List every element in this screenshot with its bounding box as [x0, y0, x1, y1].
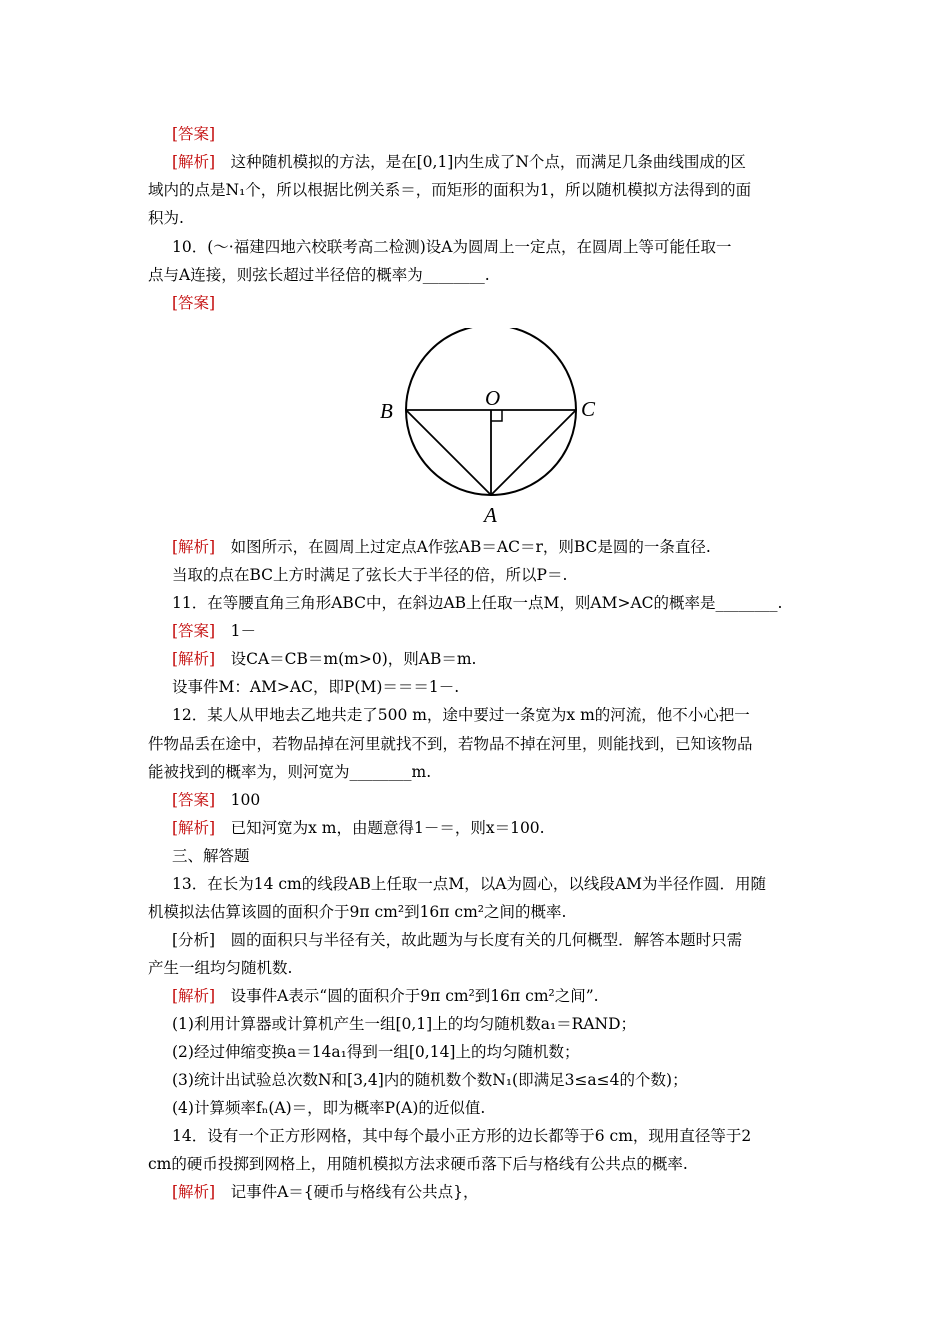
chord-ac: [491, 410, 576, 495]
l29: 14．设有一个正方形网格，其中每个最小正方形的边长都等于6 cm，现用直径等于2: [172, 1127, 752, 1145]
pre-analysis-tag: [分析]: [172, 931, 216, 949]
l12: [172, 649, 476, 669]
analysis-tag: [解析]: [172, 1183, 216, 1201]
l8: [172, 537, 711, 557]
l28: (4)计算频率fₙ(A)＝，即为概率P(A)的近似值.: [172, 1099, 486, 1117]
l11: [172, 621, 256, 641]
l2-text: 这种随机模拟的方法，是在[0,1]内生成了N个点，而满足几条曲线围成的区: [215, 153, 746, 171]
l16: 能被找到的概率为，则河宽为________m.: [148, 763, 432, 781]
l10: 11．在等腰直角三角形ABC中，在斜边AB上任取一点M，则AM>AC的概率是________.: [172, 594, 783, 612]
label-o: O: [485, 386, 501, 410]
l14: 12．某人从甲地去乙地共走了500 m，途中要过一条宽为x m的河流，他不小心把一: [172, 706, 750, 724]
l11-text: 1－: [215, 622, 256, 640]
l4: 积为.: [148, 209, 184, 227]
answer-tag: [答案]: [172, 125, 216, 143]
l1: [172, 124, 215, 144]
chord-ab: [406, 410, 491, 495]
label-a: A: [484, 503, 497, 527]
l7: [172, 293, 215, 313]
l22: [172, 930, 742, 950]
l31-text: 记事件A＝{硬币与格线有公共点}，: [215, 1183, 479, 1201]
l18: [172, 818, 545, 838]
l31: [172, 1182, 479, 1202]
label-b: B: [380, 399, 393, 423]
l21: 机模拟法估算该圆的面积介于9π cm²到16π cm²之间的概率.: [148, 903, 567, 921]
l15: 件物品丢在途中，若物品掉在河里就找不到，若物品不掉在河里，则能找到，已知该物品: [148, 735, 753, 753]
l24-text: 设事件A表示“圆的面积介于9π cm²到16π cm²之间”.: [215, 987, 599, 1005]
analysis-tag: [解析]: [172, 538, 216, 556]
l27: (3)统计出试验总次数N和[3,4]内的随机数个数N₁(即满足3≤a≤4的个数)；: [172, 1071, 688, 1089]
l6: 点与A连接，则弦长超过半径倍的概率为________.: [148, 266, 490, 284]
l23: 产生一组均匀随机数.: [148, 959, 293, 977]
answer-tag: [答案]: [172, 622, 216, 640]
l30: cm的硬币投掷到网格上，用随机模拟方法求硬币落下后与格线有公共点的概率.: [148, 1155, 688, 1173]
answer-tag: [答案]: [172, 294, 216, 312]
answer-tag: [答案]: [172, 791, 216, 809]
l3: 域内的点是N₁个，所以根据比例关系＝，而矩形的面积为1，所以随机模拟方法得到的面: [148, 181, 752, 199]
analysis-tag: [解析]: [172, 153, 216, 171]
right-angle-mark: [491, 410, 502, 421]
l12-text: 设CA＝CB＝m(m>0)，则AB＝m.: [215, 650, 477, 668]
l25: (1)利用计算器或计算机产生一组[0,1]上的均匀随机数a₁＝RAND；: [172, 1015, 637, 1033]
circle-figure: [374, 328, 624, 528]
l17-text: 100: [215, 791, 261, 809]
analysis-tag: [解析]: [172, 819, 216, 837]
l22-text: 圆的面积只与半径有关，故此题为与长度有关的几何概型．解答本题时只需: [215, 931, 743, 949]
l9: 当取的点在BC上方时满足了弦长大于半径的倍，所以P＝.: [172, 566, 568, 584]
l18-text: 已知河宽为x m，由题意得1－＝，则x＝100.: [215, 819, 545, 837]
l26: (2)经过伸缩变换a＝14a₁得到一组[0,14]上的均匀随机数；: [172, 1043, 580, 1061]
analysis-tag: [解析]: [172, 987, 216, 1005]
l13: 设事件M：AM>AC，即P(M)＝＝＝1－.: [172, 678, 460, 696]
l20: 13．在长为14 cm的线段AB上任取一点M，以A为圆心，以线段AM为半径作圆．用随: [172, 875, 766, 893]
l8-text: 如图所示，在圆周上过定点A作弦AB＝AC＝r，则BC是圆的一条直径.: [215, 538, 711, 556]
l19: 三、解答题: [172, 847, 250, 865]
l2: [172, 152, 746, 172]
label-c: C: [581, 397, 596, 421]
analysis-tag: [解析]: [172, 650, 216, 668]
l5: 10．(～·福建四地六校联考高二检测)设A为圆周上一定点，在圆周上等可能任取一: [172, 238, 732, 256]
l17: [172, 790, 260, 810]
l24: [172, 986, 599, 1006]
